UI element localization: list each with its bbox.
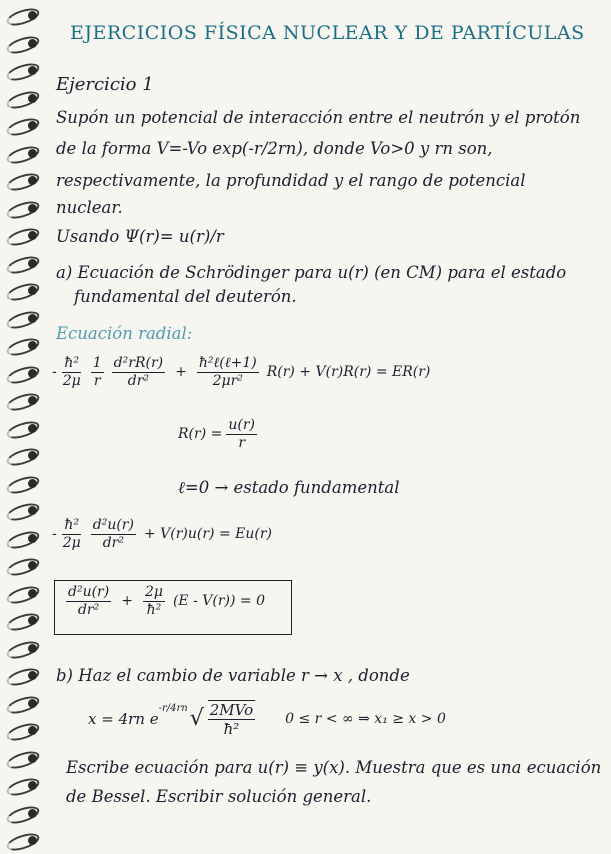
- binding-ring: [2, 835, 40, 847]
- exercise-heading: Ejercicio 1: [56, 74, 154, 95]
- binding-ring: [2, 368, 40, 380]
- eq1-f1-den: 2μ: [62, 372, 81, 389]
- binding-ring: [2, 725, 40, 737]
- binding-ring: [2, 423, 40, 435]
- eq4-f1-den: 2μ: [62, 534, 81, 551]
- eq5-frac-derivative: [66, 584, 111, 619]
- eq4-frac-hbar: [61, 517, 83, 552]
- eq6-root-frac: [208, 700, 255, 738]
- binding-ring: [2, 148, 40, 160]
- eq1-frac-derivative: [112, 355, 165, 390]
- binding-ring: [2, 588, 40, 600]
- closing-line-1: Escribe ecuación para u(r) ≡ y(x). Muestra que es una ecuación: [66, 758, 602, 777]
- binding-ring: [2, 285, 40, 297]
- binding-ring: [2, 560, 40, 572]
- eq1-lead: -: [52, 363, 57, 380]
- eq4-f1-num: ħ²: [64, 517, 80, 533]
- eq2-frac: [226, 417, 257, 452]
- spiral-binding: [0, 0, 40, 848]
- eq6-condition: 0 ≤ r < ∞ ⇒ x₁ ≥ x > 0: [285, 710, 446, 727]
- eq4-tail: + V(r)u(r) = Eu(r): [143, 525, 272, 542]
- binding-ring: [2, 478, 40, 490]
- radial-label: Ecuación radial:: [56, 324, 193, 343]
- statement-line-2: de la forma V=-Vo exp(-r/2rn), donde Vo>0 y rn son,: [56, 139, 493, 158]
- binding-ring: [2, 65, 40, 77]
- statement-line-3: respectivamente, la profundidad y el rango de potencial: [56, 171, 526, 190]
- binding-ring: [2, 753, 40, 765]
- eq1-frac-one-over-r: [91, 355, 104, 390]
- part-b: b) Haz el cambio de variable r → x , donde: [56, 666, 410, 685]
- eq1-f3-num: d²rR(r): [113, 355, 164, 371]
- closing-line-2: de Bessel. Escribir solución general.: [66, 787, 372, 806]
- eq5-f2-num: 2μ: [144, 584, 163, 600]
- eq2-lhs: R(r) =: [178, 425, 223, 442]
- binding-ring: [2, 670, 40, 682]
- eq5-f1-num: d²u(r): [68, 584, 110, 600]
- statement-line-4: nuclear.: [56, 198, 123, 217]
- eq2-num: u(r): [228, 417, 255, 433]
- binding-ring: [2, 780, 40, 792]
- eq5-tail: (E - V(r)) = 0: [172, 592, 266, 609]
- eq1-f2-num: 1: [92, 355, 102, 371]
- binding-ring: [2, 643, 40, 655]
- binding-ring: [2, 340, 40, 352]
- binding-ring: [2, 230, 40, 242]
- eq6-root-num: 2MVo: [209, 701, 254, 719]
- binding-ring: [2, 258, 40, 270]
- statement-line-1: Supón un potencial de interacción entre el neutrón y el protón: [56, 108, 581, 127]
- part-a-line-1: a) Ecuación de Schrödinger para u(r) (en CM) para el estado: [56, 263, 567, 282]
- binding-ring: [2, 10, 40, 22]
- radial-equation: [52, 355, 430, 390]
- binding-ring: [2, 120, 40, 132]
- eq4-f2-den: dr²: [102, 534, 124, 551]
- eq1-f4-num: ħ²ℓ(ℓ+1): [198, 355, 257, 371]
- eq1-f3-den: dr²: [127, 372, 150, 389]
- eq6-exponent: -r/4rn: [158, 703, 188, 714]
- eq4-frac-derivative: [91, 517, 136, 552]
- eq5-plus: +: [121, 592, 133, 609]
- eq4-f2-num: d²u(r): [92, 517, 134, 533]
- binding-ring: [2, 175, 40, 187]
- eq1-f2-den: r: [93, 372, 101, 389]
- binding-ring: [2, 450, 40, 462]
- eq6-lhs: x = 4rn e: [88, 710, 159, 728]
- binding-ring: [2, 313, 40, 325]
- page-title: EJERCICIOS FÍSICA NUCLEAR Y DE PARTÍCULAS: [70, 22, 585, 44]
- ground-state-note: ℓ=0 → estado fundamental: [178, 478, 400, 497]
- r-substitution: [178, 417, 261, 452]
- eq1-f1-num: ħ²: [64, 355, 80, 371]
- binding-ring: [2, 533, 40, 545]
- binding-ring: [2, 505, 40, 517]
- eq1-f4-den: 2μr²: [212, 372, 243, 389]
- boxed-equation: [62, 584, 265, 619]
- binding-ring: [2, 698, 40, 710]
- sqrt-icon: √: [189, 705, 204, 731]
- binding-ring: [2, 395, 40, 407]
- eq1-frac-hbar: [61, 355, 83, 390]
- binding-ring: [2, 203, 40, 215]
- binding-ring: [2, 808, 40, 820]
- eq1-frac-centrifugal: [197, 355, 259, 390]
- eq5-f1-den: dr²: [77, 601, 100, 618]
- binding-ring: [2, 93, 40, 105]
- eq4-lead: -: [52, 525, 57, 542]
- eq1-plus: +: [175, 363, 187, 380]
- eq2-den: r: [238, 434, 246, 451]
- eq5-f2-den: ħ²: [146, 601, 162, 618]
- eq6-root-den: ħ²: [223, 720, 240, 738]
- statement-line-5: Usando Ψ(r)= u(r)/r: [56, 227, 224, 246]
- binding-ring: [2, 38, 40, 50]
- part-a-line-2: fundamental del deuterón.: [74, 287, 297, 306]
- variable-change: [88, 700, 446, 738]
- reduced-equation: [52, 517, 272, 552]
- eq1-tail: R(r) + V(r)R(r) = ER(r): [266, 363, 431, 380]
- eq5-frac-mu: [143, 584, 165, 619]
- binding-ring: [2, 615, 40, 627]
